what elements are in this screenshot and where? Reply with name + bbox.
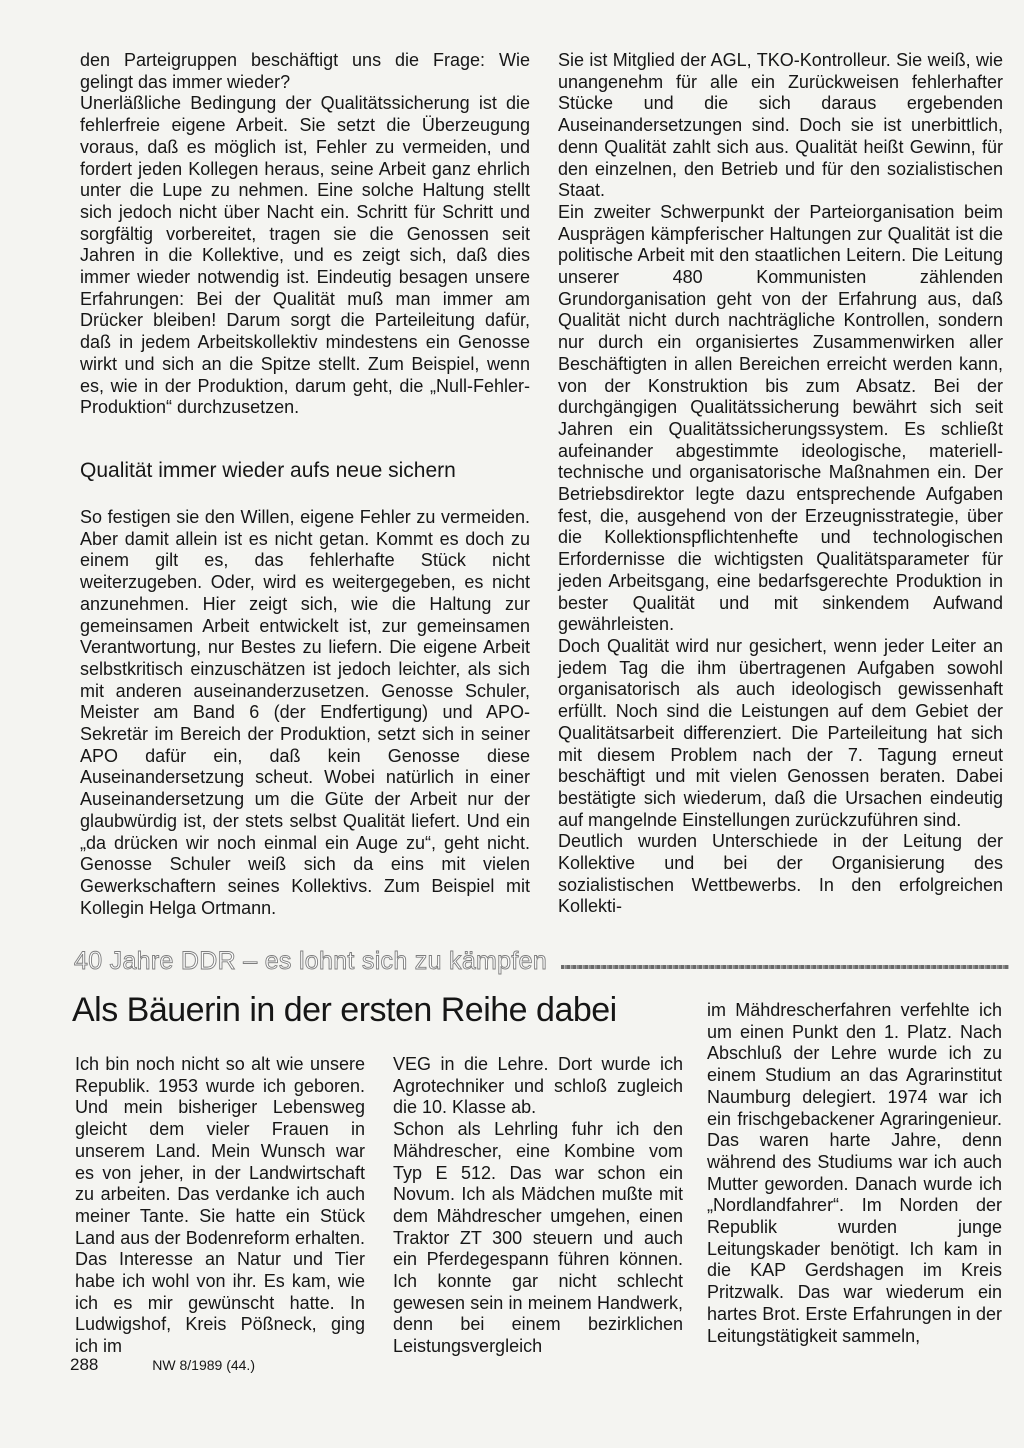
kicker-rule: [561, 965, 1009, 969]
paragraph: im Mähdrescherfahren verfehlte ich um einen Punkt den 1. Platz. Nach Abschluß der Lehre wurde ich zu einem Studium an das Agrarinstitut Naumburg delegiert. 1974 war ich ein frischgebackener Agraringenieur. Das waren harte Jahre, denn während des Studiums war ich auch Mutter geworden. Danach wurde ich „Nordlandfahrer“. Im Norden der Republik wurden junge Leitungskader benötigt. Ich kam in die KAP Gerdshagen im Kreis Pritzwalk. Das war wiederum ein hartes Brot. Erste Erfahrungen in der Leitungstätigkeit sammeln,: [707, 1000, 1002, 1346]
paragraph: Sie ist Mitglied der AGL, TKO-Kontrolleur. Sie weiß, wie unangenehm für alle ein Zurückweisen fehlerhafter Stücke und die sich daraus ergebenden Auseinandersetzungen sind. Doch sie ist unerbittlich, denn Qualität zahlt sich aus. Qualität heißt Gewinn, für den einzelnen, den Betrieb und für den sozialistischen Staat.: [558, 50, 1003, 201]
paragraph: VEG in die Lehre. Dort wurde ich Agrotechniker und schloß zugleich die 10. Klasse ab.: [393, 1054, 683, 1118]
paragraph: Doch Qualität wird nur gesichert, wenn jeder Leiter an jedem Tag die ihm übertragenen Aufgaben sowohl organisatorisch als auch ideologisch gewissenhaft erfüllt. Noch sind die Leistungen auf dem Gebiet der Qualitätsarbeit differenziert. Die Parteileitung hat sich mit diesem Problem nach der 7. Tagung erneut beschäftigt und mit vielen Genossen beraten. Dabei bestätigte sich wiederum, daß die Ursachen eindeutig auf mangelnde Einstellungen zurückzuführen sind.: [558, 635, 1003, 830]
page-number: 288: [70, 1355, 99, 1374]
paragraph: Schon als Lehrling fuhr ich den Mähdrescher, eine Kombine vom Typ E 512. Das war schon ein Novum. Ich als Mädchen mußte mit dem Mähdrescher umgehen, einen Traktor ZT 300 steuern und auch ein Pferdegespann führen können. Ich konnte gar nicht schlecht gewesen sein in meinem Handwerk, denn bei einem bezirklichen Leistungsvergleich: [393, 1119, 683, 1357]
article2-column-3: [707, 1000, 1002, 1347]
issue-reference: NW 8/1989 (44.): [152, 1357, 255, 1373]
paragraph: Deutlich wurden Unterschiede in der Leitung der Kollektive und bei der Organisierung des sozialistischen Wettbewerbs. In den erfolgreichen Kollekti-: [558, 831, 1003, 917]
paragraph: Unerläßliche Bedingung der Qualitätssicherung ist die fehlerfreie eigene Arbeit. Sie setzt die Überzeugung voraus, daß es möglich ist, Fehler zu vermeiden, und fordert jeden Kollegen heraus, seine Arbeit ganz ehrlich unter die Lupe zu nehmen. Eine solche Haltung stellt sich jedoch nicht über Nacht ein. Schritt für Schritt und sorgfältig vorbereitet, tragen sie die Genossen seit Jahren in die Kollektive, und es zeigt sich, daß dies immer wieder notwendig ist. Eindeutig besagen unsere Erfahrungen: Bei der Qualität muß man immer am Drücker bleiben! Darum sorgt die Parteileitung dafür, daß in jedem Arbeitskollektiv mindestens ein Genosse wirkt und sich an die Spitze stellt. Zum Beispiel, wenn es, wie in der Produktion, darum geht, die „Null-Fehler-Produktion“ durchzusetzen.: [80, 93, 530, 418]
article2-column-1: [75, 1054, 365, 1358]
article2-headline: Als Bäuerin in der ersten Reihe dabei: [72, 991, 617, 1029]
article1-column-right: [558, 50, 1003, 918]
page-footer: [70, 1355, 255, 1375]
paragraph: Ein zweiter Schwerpunkt der Parteiorganisation beim Ausprägen kämpferischer Haltungen zur Qualität ist die politische Arbeit mit den staatlichen Leitern. Die Leitung unserer 480 Kommunisten zählenden Grundorganisation geht von der Erfahrung aus, daß Qualität nicht durch nachträgliche Kontrollen, sondern nur durch ein organisiertes Zusammenwirken aller Beschäftigten in allen Bereichen erreicht werden kann, von der Konstruktion bis zum Absatz. Bei der durchgängigen Qualitätssicherung bewährt sich seit Jahren ein Qualitätssicherungssystem. Es schließt aufeinander abgestimmte ideologische, materiell-technische und organisatorische Maßnahmen ein. Der Betriebsdirektor legte dazu entsprechende Aufgaben fest, die, ausgehend von der Erzeugnisstrategie, über die Kollektionspflichtenhefte und technologischen Erfordernisse die wichtigsten Qualitätsparameter für jeden Arbeitsgang, eine bedarfsgerechte Produktion in bester Qualität und mit sinkendem Aufwand gewährleisten.: [558, 201, 1003, 635]
article1-column-left-lower: [80, 507, 530, 919]
section-kicker: [74, 944, 1009, 978]
article1-column-left: [80, 50, 530, 419]
paragraph: So festigen sie den Willen, eigene Fehler zu vermeiden. Aber damit allein ist es nicht getan. Kommt es doch zu einem gilt es, das fehlerhafte Stück nicht weiterzugeben. Oder, wird es weitergegeben, es nicht anzunehmen. Hier zeigt sich, wie die Haltung zur gemeinsamen Arbeit entwickelt ist, zur gemeinsamen Verantwortung, nur Bestes zu liefern. Die eigene Arbeit selbstkritisch einzuschätzen ist jedoch leichter, als sich mit anderen auseinanderzusetzen. Genosse Schuler, Meister am Band 6 (der Endfertigung) und APO-Sekretär im Bereich der Produktion, setzt sich in seiner APO dafür ein, daß kein Genosse diese Auseinandersetzung scheut. Wobei natürlich in einer Auseinandersetzung um die Güte der Arbeit nur der glaubwürdig ist, der stets selbst Qualität liefert. Und ein „da drücken wir noch einmal ein Auge zu“, geht nicht. Genosse Schuler weiß sich da eins mit vielen Gewerkschaftern seines Kollektivs. Zum Beispiel mit Kollegin Helga Ortmann.: [80, 507, 530, 918]
article1-subheading: Qualität immer wieder aufs neue sichern: [80, 459, 456, 482]
kicker-text: 40 Jahre DDR – es lohnt sich zu kämpfen: [74, 946, 548, 975]
paragraph: Ich bin noch nicht so alt wie unsere Republik. 1953 wurde ich geboren. Und mein bisheriger Lebensweg gleicht dem vieler Frauen in unserem Land. Mein Wunsch war es von jeher, in der Landwirtschaft zu arbeiten. Das verdanke ich auch meiner Tante. Sie hatte ein Stück Land aus der Bodenreform erhalten. Das Interesse an Natur und Tier habe ich wohl von ihr. Es kam, wie ich es mir gewünscht hatte. In Ludwigshof, Kreis Pößneck, ging ich im: [75, 1054, 365, 1357]
paragraph: den Parteigruppen beschäftigt uns die Frage: Wie gelingt das immer wieder?: [80, 50, 530, 92]
article2-column-2: [393, 1054, 683, 1358]
